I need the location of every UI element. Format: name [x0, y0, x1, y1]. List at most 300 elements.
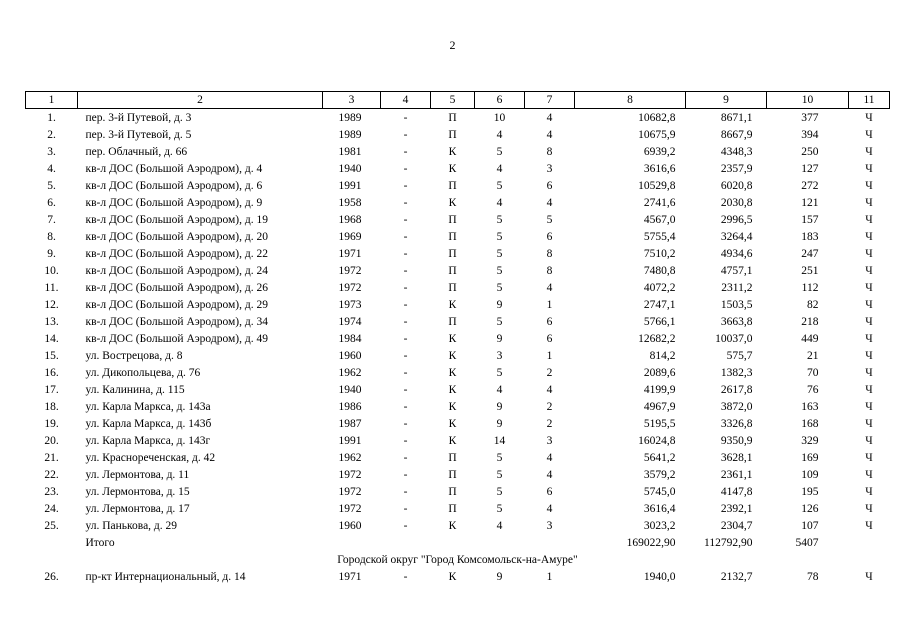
- cell-col-11: Ч: [865, 451, 873, 464]
- cell-col-2: пер. Облачный, д. 66: [85, 145, 188, 158]
- cell-col-2: ул. Карла Маркса, д. 143б: [85, 417, 212, 430]
- cell-col-11: Ч: [865, 196, 873, 209]
- cell-col-5: П: [448, 230, 457, 243]
- cell-col-3: 1960: [338, 519, 362, 532]
- cell-col-4: -: [403, 519, 408, 532]
- table-row: [26, 398, 890, 415]
- cell-col-5: К: [448, 332, 457, 345]
- cell-col-10: 169: [801, 451, 819, 464]
- cell-col-6: 5: [496, 315, 503, 328]
- cell-col-1: 4.: [47, 162, 56, 175]
- cell-col-9: 4147,8: [720, 485, 753, 498]
- cell-col-7: 8: [546, 264, 553, 277]
- table-row: [26, 143, 890, 160]
- cell-col-7: 4: [546, 502, 553, 515]
- cell-col-8: 3616,6: [643, 162, 676, 175]
- cell-col-1: 25.: [44, 519, 59, 532]
- cell-col-6: 10: [493, 111, 506, 124]
- cell-col-11: Ч: [865, 349, 873, 362]
- cell-col-8: 7480,8: [643, 264, 676, 277]
- cell-col-2: кв-л ДОС (Большой Аэродром), д. 4: [85, 162, 263, 175]
- cell-col-8: 814,2: [649, 349, 676, 362]
- cell-col-3: 1940: [338, 162, 362, 175]
- cell-col-8: 16024,8: [638, 434, 676, 447]
- cell-col-7: 4: [546, 468, 553, 481]
- table-row: [26, 177, 890, 194]
- cell-col-5: П: [448, 111, 457, 124]
- cell-col-9: 2304,7: [720, 519, 753, 532]
- table-row: [26, 517, 890, 534]
- cell-col-10: 329: [801, 434, 819, 447]
- table-row: [26, 500, 890, 517]
- cell-col-4: -: [403, 298, 408, 311]
- cell-col-1: 24.: [44, 502, 59, 515]
- cell-col-11: Ч: [865, 519, 873, 532]
- cell-col-10: 70: [807, 366, 819, 379]
- cell-col-5: П: [448, 281, 457, 294]
- cell-col-11: Ч: [865, 502, 873, 515]
- cell-col-9: 3628,1: [720, 451, 753, 464]
- table-row: [26, 449, 890, 466]
- cell-col-7: 4: [546, 383, 553, 396]
- cell-col-1: 8.: [47, 230, 56, 243]
- cell-col-6: 4: [496, 383, 503, 396]
- table-row: [26, 279, 890, 296]
- header-row: [26, 92, 890, 109]
- cell-col-6: 9: [496, 298, 503, 311]
- cell-col-6: 5: [496, 264, 503, 277]
- cell-col-1: 15.: [44, 349, 59, 362]
- cell-col-10: 107: [801, 519, 819, 532]
- cell-col-5: П: [448, 485, 457, 498]
- cell-col-3: 1974: [338, 315, 362, 328]
- cell-col-2: кв-л ДОС (Большой Аэродром), д. 6: [85, 179, 263, 192]
- cell-col-5: П: [448, 264, 457, 277]
- cell-col-5: К: [448, 383, 457, 396]
- cell-col-8: 10675,9: [638, 128, 676, 141]
- table-row: [26, 245, 890, 262]
- cell-col-9: 2311,2: [721, 281, 753, 294]
- cell-col-7: 3: [546, 434, 553, 447]
- cell-col-9: 6020,8: [720, 179, 753, 192]
- cell-col-2: кв-л ДОС (Большой Аэродром), д. 24: [85, 264, 268, 277]
- cell-col-8: 4967,9: [643, 400, 676, 413]
- cell-col-4: -: [403, 332, 408, 345]
- cell-col-5: П: [448, 247, 457, 260]
- cell-col-10: 82: [807, 298, 819, 311]
- cell-col-2: пер. 3-й Путевой, д. 3: [85, 111, 192, 124]
- cell-col-3: 1972: [338, 468, 362, 481]
- cell-col-7: 6: [546, 230, 553, 243]
- cell-col-2: кв-л ДОС (Большой Аэродром), д. 26: [85, 281, 268, 294]
- column-header-9: 9: [686, 92, 767, 109]
- cell-col-10: 127: [801, 162, 819, 175]
- cell-col-6: 5: [496, 230, 503, 243]
- cell-col-9: 3264,4: [720, 230, 753, 243]
- cell-col-8: 2747,1: [643, 298, 676, 311]
- cell-col-11: Ч: [865, 230, 873, 243]
- column-header-3: 3: [323, 92, 381, 109]
- table-row: [26, 347, 890, 364]
- cell-col-11: Ч: [865, 332, 873, 345]
- cell-col-6: 5: [496, 281, 503, 294]
- cell-col-8: 4072,2: [643, 281, 676, 294]
- cell-col-6: 9: [496, 417, 503, 430]
- cell-col-7: 4: [546, 128, 553, 141]
- cell-col-2: кв-л ДОС (Большой Аэродром), д. 20: [85, 230, 268, 243]
- cell-col-7: 3: [546, 162, 553, 175]
- section-row: [26, 551, 890, 568]
- cell-col-3: 1962: [338, 451, 362, 464]
- cell-col-10: 449: [801, 332, 819, 345]
- cell-col-10: 272: [801, 179, 819, 192]
- cell-col-8: 3616,4: [643, 502, 676, 515]
- cell-col-3: 1962: [338, 366, 362, 379]
- cell-col-8: 4199,9: [643, 383, 676, 396]
- cell-col-1: 1.: [47, 111, 56, 124]
- cell-col-10: 163: [801, 400, 819, 413]
- table-row: [26, 296, 890, 313]
- cell-col-1: 26.: [44, 570, 59, 583]
- cell-col-11: Ч: [865, 128, 873, 141]
- cell-col-8: 4567,0: [643, 213, 676, 226]
- cell-col-2: ул. Краснореченская, д. 42: [85, 451, 216, 464]
- cell-col-6: 5: [496, 451, 503, 464]
- cell-col-4: -: [403, 145, 408, 158]
- cell-col-2: кв-л ДОС (Большой Аэродром), д. 19: [85, 213, 268, 226]
- cell-col-4: -: [403, 281, 408, 294]
- cell-col-7: 4: [546, 281, 553, 294]
- cell-col-10: 195: [801, 485, 819, 498]
- cell-col-4: -: [403, 502, 408, 515]
- cell-col-4: -: [403, 247, 408, 260]
- cell-col-1: 19.: [44, 417, 59, 430]
- cell-col-7: 2: [546, 400, 553, 413]
- cell-col-6: 5: [496, 179, 503, 192]
- cell-col-3: 1969: [338, 230, 362, 243]
- cell-col-11: Ч: [865, 264, 873, 277]
- cell-col-7: 6: [546, 332, 553, 345]
- total-row: [26, 534, 890, 551]
- table-row: [26, 568, 890, 585]
- cell-col-8: 6939,2: [643, 145, 676, 158]
- table-row: [26, 483, 890, 500]
- cell-col-7: 1: [546, 570, 553, 583]
- cell-col-4: -: [403, 366, 408, 379]
- cell-col-8: 5641,2: [643, 451, 676, 464]
- cell-col-9: 575,7: [726, 349, 753, 362]
- cell-col-3: 1972: [338, 281, 362, 294]
- cell-col-10: 168: [801, 417, 819, 430]
- cell-col-3: 1986: [338, 400, 362, 413]
- page-number: 2: [449, 38, 456, 52]
- cell-col-9: 8671,1: [720, 111, 753, 124]
- cell-col-4: -: [403, 128, 408, 141]
- cell-col-3: 1972: [338, 264, 362, 277]
- cell-col-1: 18.: [44, 400, 59, 413]
- column-header-6: 6: [475, 92, 525, 109]
- total-area-total: 169022,90: [626, 536, 676, 549]
- cell-col-1: 20.: [44, 434, 59, 447]
- cell-col-9: 8667,9: [720, 128, 753, 141]
- table-row: [26, 330, 890, 347]
- cell-col-3: 1940: [338, 383, 362, 396]
- cell-col-9: 1503,5: [720, 298, 753, 311]
- cell-col-5: К: [448, 298, 457, 311]
- cell-col-1: 9.: [47, 247, 56, 260]
- cell-col-8: 10682,8: [638, 111, 676, 124]
- cell-col-11: Ч: [865, 485, 873, 498]
- cell-col-6: 5: [496, 502, 503, 515]
- cell-col-11: Ч: [865, 281, 873, 294]
- cell-col-1: 17.: [44, 383, 59, 396]
- cell-col-6: 9: [496, 332, 503, 345]
- cell-col-6: 9: [496, 400, 503, 413]
- cell-col-5: К: [448, 434, 457, 447]
- cell-col-8: 5745,0: [643, 485, 676, 498]
- cell-col-10: 112: [801, 281, 819, 294]
- cell-col-8: 5766,1: [643, 315, 676, 328]
- total-empty-cell: [26, 534, 78, 551]
- cell-col-6: 5: [496, 213, 503, 226]
- table-row: [26, 160, 890, 177]
- cell-col-1: 2.: [47, 128, 56, 141]
- cell-col-11: Ч: [865, 298, 873, 311]
- cell-col-6: 4: [496, 196, 503, 209]
- cell-col-6: 4: [496, 162, 503, 175]
- cell-col-2: кв-л ДОС (Большой Аэродром), д. 22: [85, 247, 268, 260]
- cell-col-5: П: [448, 315, 457, 328]
- cell-col-4: -: [403, 111, 408, 124]
- cell-col-6: 4: [496, 519, 503, 532]
- cell-col-6: 5: [496, 468, 503, 481]
- cell-col-4: -: [403, 349, 408, 362]
- cell-col-5: К: [448, 162, 457, 175]
- cell-col-4: -: [403, 417, 408, 430]
- cell-col-9: 10037,0: [715, 332, 753, 345]
- cell-col-8: 2741,6: [643, 196, 676, 209]
- cell-col-5: К: [448, 366, 457, 379]
- total-empty-cell: [323, 534, 381, 551]
- cell-col-3: 1981: [338, 145, 362, 158]
- cell-col-5: К: [448, 570, 457, 583]
- cell-col-3: 1989: [338, 128, 362, 141]
- cell-col-2: ул. Лермонтова, д. 17: [85, 502, 190, 515]
- cell-col-4: -: [403, 162, 408, 175]
- cell-col-2: кв-л ДОС (Большой Аэродром), д. 34: [85, 315, 268, 328]
- cell-col-4: -: [403, 213, 408, 226]
- cell-col-4: -: [403, 400, 408, 413]
- cell-col-7: 4: [546, 451, 553, 464]
- cell-col-6: 14: [493, 434, 506, 447]
- total-empty-cell: [849, 534, 890, 551]
- cell-col-11: Ч: [865, 213, 873, 226]
- cell-col-11: Ч: [865, 570, 873, 583]
- cell-col-2: ул. Калинина, д. 115: [85, 383, 185, 396]
- cell-col-3: 1973: [338, 298, 362, 311]
- cell-col-7: 1: [546, 298, 553, 311]
- cell-col-9: 4348,3: [720, 145, 753, 158]
- cell-col-1: 10.: [44, 264, 59, 277]
- cell-col-9: 4757,1: [720, 264, 753, 277]
- column-header-2: 2: [78, 92, 323, 109]
- cell-col-7: 2: [546, 366, 553, 379]
- cell-col-3: 1971: [338, 247, 362, 260]
- cell-col-1: 7.: [47, 213, 56, 226]
- cell-col-9: 2357,9: [720, 162, 753, 175]
- cell-col-1: 11.: [44, 281, 59, 294]
- cell-col-11: Ч: [865, 383, 873, 396]
- cell-col-1: 3.: [47, 145, 56, 158]
- cell-col-7: 6: [546, 179, 553, 192]
- cell-col-3: 1972: [338, 502, 362, 515]
- total-residents: 5407: [795, 536, 819, 549]
- cell-col-11: Ч: [865, 434, 873, 447]
- cell-col-1: 6.: [47, 196, 56, 209]
- cell-col-7: 8: [546, 247, 553, 260]
- cell-col-2: пер. 3-й Путевой, д. 5: [85, 128, 192, 141]
- cell-col-11: Ч: [865, 468, 873, 481]
- cell-col-3: 1991: [338, 434, 362, 447]
- cell-col-6: 5: [496, 145, 503, 158]
- cell-col-5: П: [448, 451, 457, 464]
- cell-col-8: 3023,2: [643, 519, 676, 532]
- cell-col-4: -: [403, 264, 408, 277]
- cell-col-10: 251: [801, 264, 819, 277]
- cell-col-3: 1972: [338, 485, 362, 498]
- cell-col-1: 12.: [44, 298, 59, 311]
- cell-col-3: 1968: [338, 213, 362, 226]
- cell-col-10: 76: [807, 383, 819, 396]
- cell-col-8: 5195,5: [643, 417, 676, 430]
- cell-col-8: 5755,4: [643, 230, 676, 243]
- cell-col-9: 3326,8: [720, 417, 753, 430]
- cell-col-7: 8: [546, 145, 553, 158]
- cell-col-11: Ч: [865, 145, 873, 158]
- cell-col-4: -: [403, 315, 408, 328]
- cell-col-3: 1984: [338, 332, 362, 345]
- total-empty-cell: [431, 534, 475, 551]
- cell-col-6: 3: [496, 349, 503, 362]
- cell-col-10: 218: [801, 315, 819, 328]
- total-empty-cell: [475, 534, 525, 551]
- column-header-7: 7: [525, 92, 575, 109]
- cell-col-8: 1940,0: [643, 570, 676, 583]
- cell-col-9: 1382,3: [720, 366, 753, 379]
- section-title: Городской округ "Город Комсомольск-на-Амуре": [337, 553, 578, 566]
- cell-col-3: 1958: [338, 196, 362, 209]
- cell-col-11: Ч: [865, 162, 873, 175]
- cell-col-11: Ч: [865, 111, 873, 124]
- column-header-5: 5: [431, 92, 475, 109]
- cell-col-2: ул. Панькова, д. 29: [85, 519, 178, 532]
- cell-col-3: 1987: [338, 417, 362, 430]
- cell-col-3: 1960: [338, 349, 362, 362]
- column-header-4: 4: [381, 92, 431, 109]
- cell-col-2: кв-л ДОС (Большой Аэродром), д. 49: [85, 332, 268, 345]
- cell-col-1: 23.: [44, 485, 59, 498]
- cell-col-7: 4: [546, 111, 553, 124]
- cell-col-6: 5: [496, 247, 503, 260]
- cell-col-7: 6: [546, 315, 553, 328]
- cell-col-4: -: [403, 468, 408, 481]
- cell-col-7: 5: [546, 213, 553, 226]
- table-row: [26, 126, 890, 143]
- cell-col-7: 3: [546, 519, 553, 532]
- cell-col-5: К: [448, 400, 457, 413]
- cell-col-10: 109: [801, 468, 819, 481]
- cell-col-8: 10529,8: [638, 179, 676, 192]
- total-area-living: 112792,90: [704, 536, 753, 549]
- cell-col-6: 5: [496, 366, 503, 379]
- cell-col-10: 183: [801, 230, 819, 243]
- cell-col-4: -: [403, 485, 408, 498]
- cell-col-10: 126: [801, 502, 819, 515]
- cell-col-1: 13.: [44, 315, 59, 328]
- cell-col-1: 14.: [44, 332, 59, 345]
- cell-col-9: 4934,6: [720, 247, 753, 260]
- total-empty-cell: [525, 534, 575, 551]
- cell-col-5: П: [448, 468, 457, 481]
- cell-col-5: К: [448, 145, 457, 158]
- table-row: [26, 466, 890, 483]
- cell-col-9: 2361,1: [720, 468, 753, 481]
- cell-col-5: К: [448, 196, 457, 209]
- cell-col-8: 3579,2: [643, 468, 676, 481]
- column-header-8: 8: [575, 92, 686, 109]
- cell-col-8: 2089,6: [643, 366, 676, 379]
- cell-col-9: 3663,8: [720, 315, 753, 328]
- cell-col-6: 4: [496, 128, 503, 141]
- cell-col-8: 12682,2: [638, 332, 676, 345]
- cell-col-11: Ч: [865, 400, 873, 413]
- cell-col-4: -: [403, 196, 408, 209]
- cell-col-5: П: [448, 502, 457, 515]
- cell-col-4: -: [403, 451, 408, 464]
- cell-col-4: -: [403, 383, 408, 396]
- cell-col-5: К: [448, 349, 457, 362]
- cell-col-2: ул. Карла Маркса, д. 143а: [85, 400, 211, 413]
- cell-col-2: кв-л ДОС (Большой Аэродром), д. 9: [85, 196, 263, 209]
- table-row: [26, 211, 890, 228]
- cell-col-4: -: [403, 179, 408, 192]
- cell-col-2: ул. Дикопольцева, д. 76: [85, 366, 201, 379]
- cell-col-6: 5: [496, 485, 503, 498]
- cell-col-5: П: [448, 179, 457, 192]
- cell-col-5: К: [448, 519, 457, 532]
- cell-col-2: ул. Лермонтова, д. 11: [85, 468, 190, 481]
- cell-col-6: 9: [496, 570, 503, 583]
- cell-col-1: 5.: [47, 179, 56, 192]
- table-row: [26, 364, 890, 381]
- cell-col-10: 377: [801, 111, 819, 124]
- cell-col-9: 2617,8: [720, 383, 753, 396]
- cell-col-11: Ч: [865, 315, 873, 328]
- cell-col-10: 157: [801, 213, 819, 226]
- cell-col-4: -: [403, 230, 408, 243]
- cell-col-9: 3872,0: [720, 400, 753, 413]
- cell-col-7: 2: [546, 417, 553, 430]
- table-row: [26, 432, 890, 449]
- cell-col-11: Ч: [865, 417, 873, 430]
- cell-col-3: 1989: [338, 111, 362, 124]
- cell-col-4: -: [403, 570, 408, 583]
- cell-col-10: 21: [807, 349, 819, 362]
- cell-col-7: 4: [546, 196, 553, 209]
- cell-col-7: 6: [546, 485, 553, 498]
- column-header-11: 11: [849, 92, 890, 109]
- table-row: [26, 415, 890, 432]
